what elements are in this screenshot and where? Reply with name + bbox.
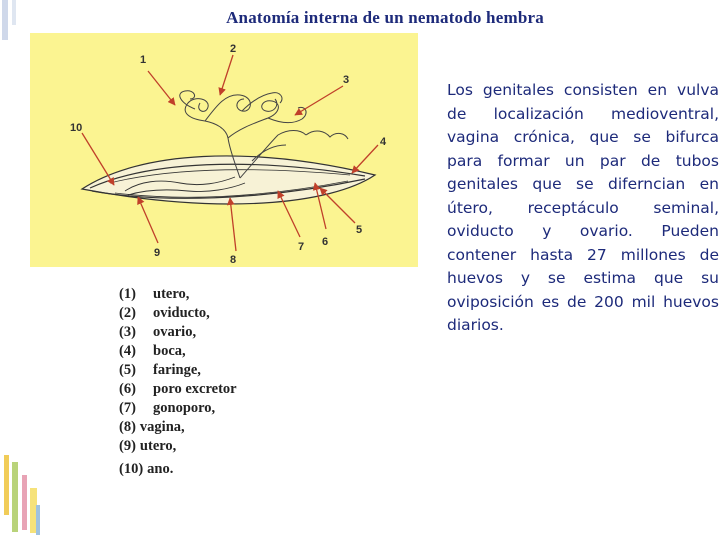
- legend-list: [119, 285, 237, 479]
- legend-number: (2): [119, 305, 136, 321]
- callout-6: 6: [322, 236, 329, 248]
- nematode-body: [82, 156, 375, 204]
- legend-label: boca,: [153, 343, 186, 359]
- legend-item: [119, 361, 237, 380]
- nematode-diagram: [30, 33, 418, 267]
- legend-item: [119, 304, 237, 323]
- callout-3: 3: [343, 74, 350, 86]
- callout-9: 9: [154, 247, 161, 259]
- legend-label: gonoporo,: [153, 400, 216, 416]
- legend-item: [119, 342, 237, 361]
- legend-item: [119, 399, 237, 418]
- legend-number: (9): [119, 438, 136, 454]
- callout-1: 1: [140, 54, 147, 66]
- description-text: Los genitales consisten en vulva de localización medioventral, vagina crónica, que se bifurca para formar un par de tubos genitales que se diferncian en útero, receptáculo seminal, oviducto y ovario. Pueden contener hasta 27 millones de huevos y se estima que su oviposición es de 200 mil huevos diarios.: [447, 81, 719, 334]
- legend-label: oviducto,: [153, 305, 210, 321]
- callout-5: 5: [356, 224, 363, 236]
- nematode-illustration: [30, 33, 418, 267]
- deco-bar: [36, 505, 40, 535]
- callout-10: 10: [70, 122, 83, 134]
- legend-label: poro excretor: [153, 381, 237, 397]
- callout-2: 2: [230, 43, 237, 55]
- legend-item: [119, 418, 237, 437]
- legend-number: (10): [119, 461, 144, 477]
- callout-arrows: [82, 55, 378, 251]
- slide-title: Anatomía interna de un nematodo hembra: [226, 8, 544, 27]
- legend-number: (1): [119, 286, 136, 302]
- legend-number: (6): [119, 381, 136, 397]
- legend-label: ano.: [147, 461, 174, 477]
- deco-bar: [22, 475, 27, 530]
- legend-number: (3): [119, 324, 136, 340]
- callout-7: 7: [298, 241, 305, 253]
- legend-label: ovario,: [153, 324, 197, 340]
- legend-item: [119, 323, 237, 342]
- legend-number: (7): [119, 400, 136, 416]
- legend-item: [119, 460, 237, 479]
- callout-8: 8: [230, 254, 237, 266]
- legend-item: [119, 380, 237, 399]
- legend-item: [119, 437, 237, 456]
- legend-label: utero,: [153, 286, 190, 302]
- legend-number: (8): [119, 419, 136, 435]
- legend-label: vagina,: [139, 419, 185, 435]
- deco-bar: [12, 0, 16, 25]
- legend-number: (4): [119, 343, 136, 359]
- legend-number: (5): [119, 362, 136, 378]
- deco-bar: [12, 462, 18, 532]
- deco-bar: [2, 0, 8, 40]
- legend-item: [119, 285, 237, 304]
- deco-bar: [4, 455, 9, 515]
- legend-label: faringe,: [153, 362, 201, 378]
- callout-4: 4: [380, 136, 387, 148]
- legend-label: utero,: [139, 438, 177, 454]
